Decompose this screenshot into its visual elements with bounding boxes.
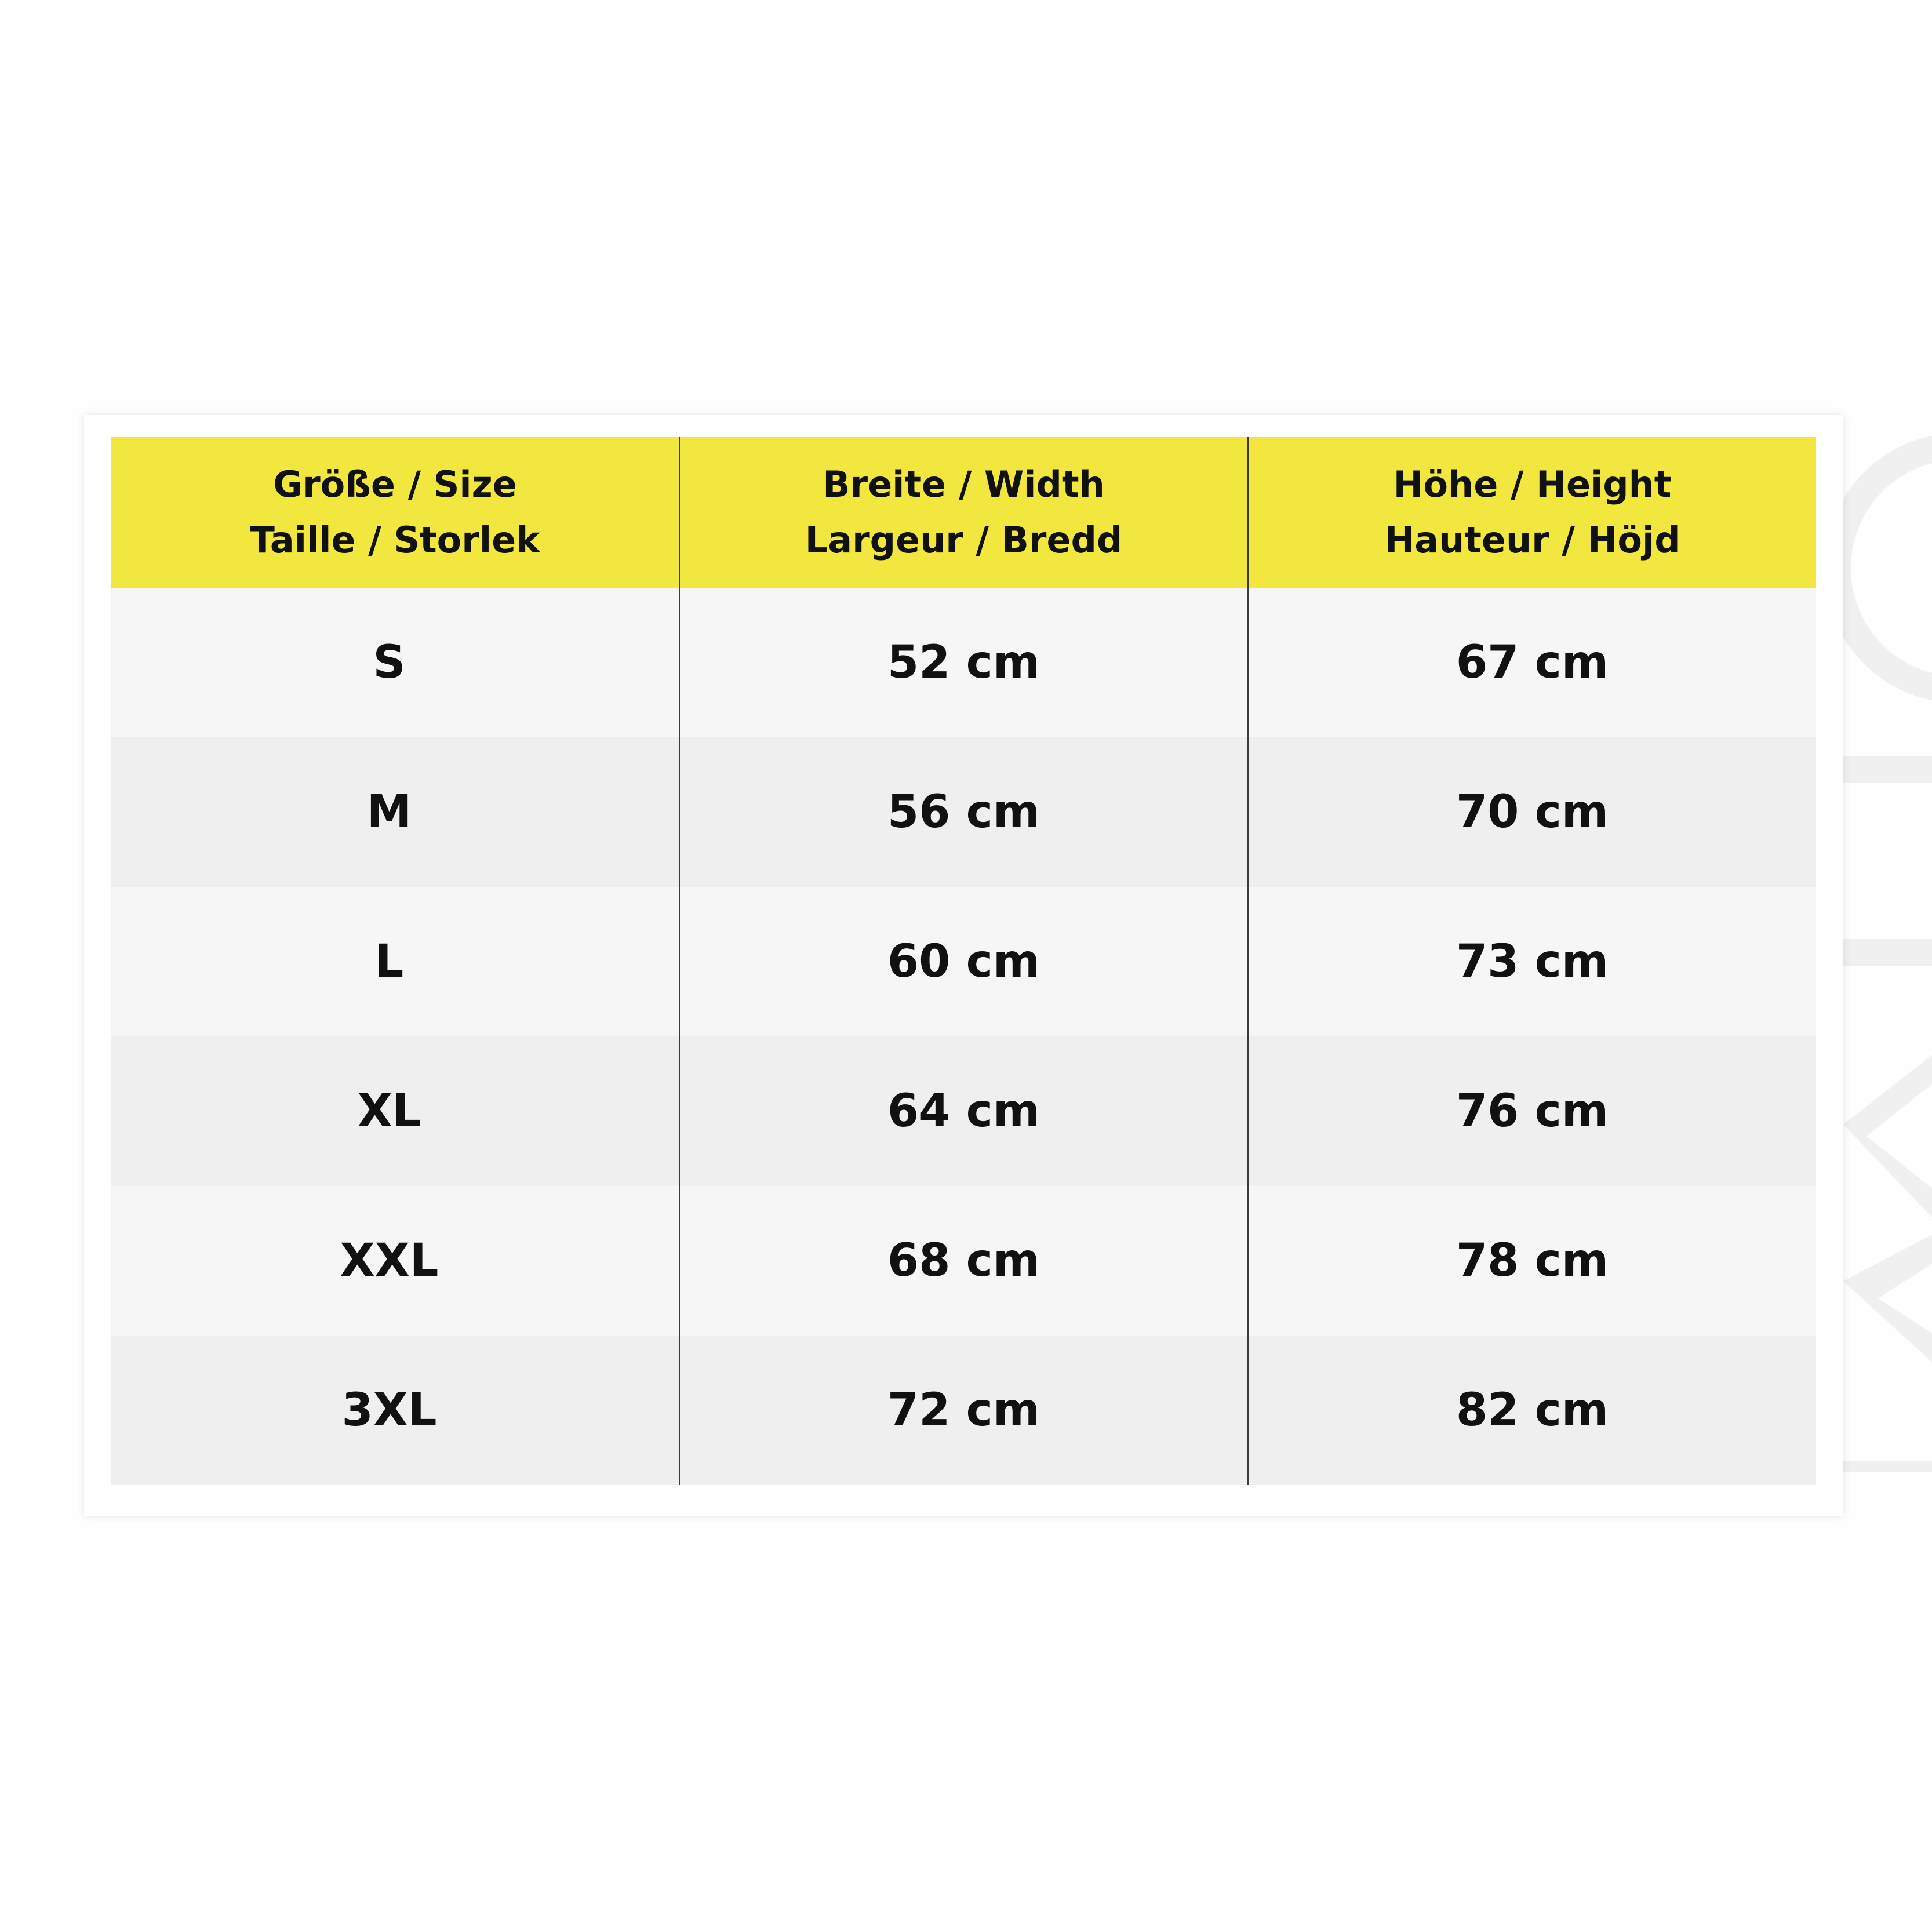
header-height-line2: Hauteur / Höjd [1384,519,1680,561]
height-cell: 73 cm [1248,887,1816,1036]
table-row [111,1036,1816,1186]
size-cell: S [111,588,679,737]
height-cell: 76 cm [1248,1036,1816,1186]
height-cell: 82 cm [1248,1336,1816,1485]
width-cell: 68 cm [679,1186,1248,1336]
header-height-line1: Höhe / Height [1393,463,1672,505]
size-cell: 3XL [111,1336,679,1485]
size-chart-table [111,437,1816,1485]
header-size-line2: Taille / Storlek [250,519,540,561]
background-watermark-logo [1843,429,1932,1472]
size-cell: M [111,737,679,887]
size-cell: XXL [111,1186,679,1336]
width-cell: 56 cm [679,737,1248,887]
header-size [111,437,679,588]
width-cell: 52 cm [679,588,1248,737]
table-row [111,887,1816,1036]
size-cell: L [111,887,679,1036]
header-width [679,437,1248,588]
table-row [111,588,1816,737]
header-row [111,437,1816,588]
header-height [1248,437,1816,588]
header-size-line1: Größe / Size [273,463,517,505]
height-cell: 78 cm [1248,1186,1816,1336]
size-cell: XL [111,1036,679,1186]
table-row [111,1336,1816,1485]
height-cell: 67 cm [1248,588,1816,737]
width-cell: 60 cm [679,887,1248,1036]
table-row [111,737,1816,887]
width-cell: 72 cm [679,1336,1248,1485]
table-row [111,1186,1816,1336]
height-cell: 70 cm [1248,737,1816,887]
header-width-line1: Breite / Width [823,463,1105,505]
width-cell: 64 cm [679,1036,1248,1186]
header-width-line2: Largeur / Bredd [805,519,1123,561]
